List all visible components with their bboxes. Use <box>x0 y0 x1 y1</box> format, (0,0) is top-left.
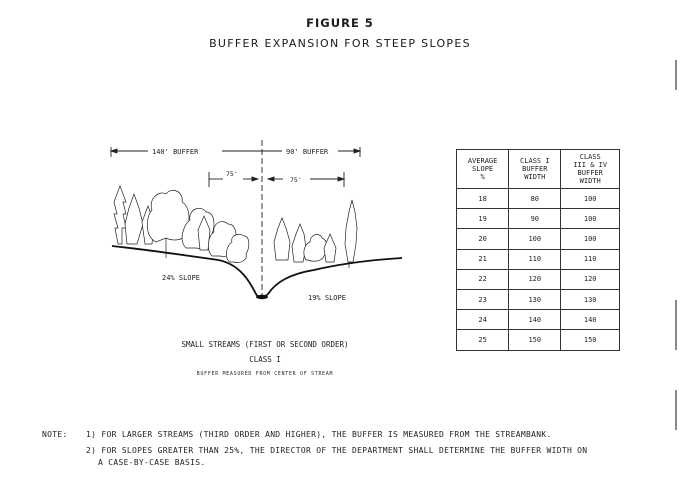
slope-cell: 22 <box>457 269 509 289</box>
stream-channel <box>256 295 268 299</box>
class-i-width-cell: 140 <box>509 310 561 330</box>
slope-cell: 19 <box>457 209 509 229</box>
figure-subtitle: BUFFER EXPANSION FOR STEEP SLOPES <box>209 37 471 50</box>
right-slope-label: 19% SLOPE <box>308 294 346 302</box>
left-buffer-label: 140' BUFFER <box>152 148 199 156</box>
class-iii-iv-width-cell: 150 <box>561 330 620 350</box>
table-row <box>457 310 620 330</box>
class-iii-iv-width-cell: 100 <box>561 189 620 209</box>
vegetation <box>114 186 357 268</box>
scan-edge-mark <box>675 300 677 350</box>
header-average-slope: AVERAGE SLOPE % <box>457 150 509 189</box>
class-iii-iv-width-cell: 100 <box>561 229 620 249</box>
class-i-width-cell: 120 <box>509 269 561 289</box>
table-row <box>457 189 620 209</box>
class-i-width-cell: 90 <box>509 209 561 229</box>
right-inner-label: 75' <box>290 176 302 184</box>
note-prefix: NOTE: <box>42 430 68 439</box>
slope-cell: 20 <box>457 229 509 249</box>
buffer-width-table <box>456 149 620 351</box>
slope-cell: 21 <box>457 249 509 269</box>
table-row <box>457 289 620 309</box>
class-iii-iv-width-cell: 140 <box>561 310 620 330</box>
stream-buffer-cross-section <box>100 132 430 332</box>
diagram-caption-class: CLASS I <box>249 355 281 364</box>
table-header-row <box>457 150 620 189</box>
class-i-width-cell: 110 <box>509 249 561 269</box>
diagram-caption-title: SMALL STREAMS (FIRST OR SECOND ORDER) <box>181 340 349 349</box>
slope-cell: 25 <box>457 330 509 350</box>
class-iii-iv-width-cell: 130 <box>561 289 620 309</box>
class-iii-iv-width-cell: 100 <box>561 209 620 229</box>
slope-cell: 24 <box>457 310 509 330</box>
left-inner-label: 75' <box>226 170 238 178</box>
note-2-line-2: A CASE-BY-CASE BASIS. <box>98 458 206 467</box>
figure-title: FIGURE 5 <box>306 16 374 30</box>
table-row <box>457 269 620 289</box>
table-row <box>457 249 620 269</box>
table-row <box>457 229 620 249</box>
class-i-width-cell: 150 <box>509 330 561 350</box>
class-iii-iv-width-cell: 110 <box>561 249 620 269</box>
class-i-width-cell: 80 <box>509 189 561 209</box>
ground-profile <box>112 246 402 297</box>
class-iii-iv-width-cell: 120 <box>561 269 620 289</box>
class-i-width-cell: 100 <box>509 229 561 249</box>
class-i-width-cell: 130 <box>509 289 561 309</box>
note-2-line-1: 2) FOR SLOPES GREATER THAN 25%, THE DIRECTOR OF THE DEPARTMENT SHALL DETERMINE THE BUFFER WIDTH ON <box>86 446 588 455</box>
scan-edge-mark <box>675 60 677 90</box>
diagram-caption-note: BUFFER MEASURED FROM CENTER OF STREAM <box>196 372 334 377</box>
left-slope-label: 24% SLOPE <box>162 274 200 282</box>
slope-cell: 23 <box>457 289 509 309</box>
right-buffer-label: 90' BUFFER <box>286 148 329 156</box>
slope-cell: 18 <box>457 189 509 209</box>
header-class-i-buffer-width: CLASS I BUFFER WIDTH <box>509 150 561 189</box>
table-row <box>457 209 620 229</box>
note-1: 1) FOR LARGER STREAMS (THIRD ORDER AND HIGHER), THE BUFFER IS MEASURED FROM THE STREAMBANK. <box>86 430 552 439</box>
header-class-iii-iv-buffer-width: CLASS III & IV BUFFER WIDTH <box>561 150 620 189</box>
scan-edge-mark <box>675 390 677 430</box>
table-row <box>457 330 620 350</box>
